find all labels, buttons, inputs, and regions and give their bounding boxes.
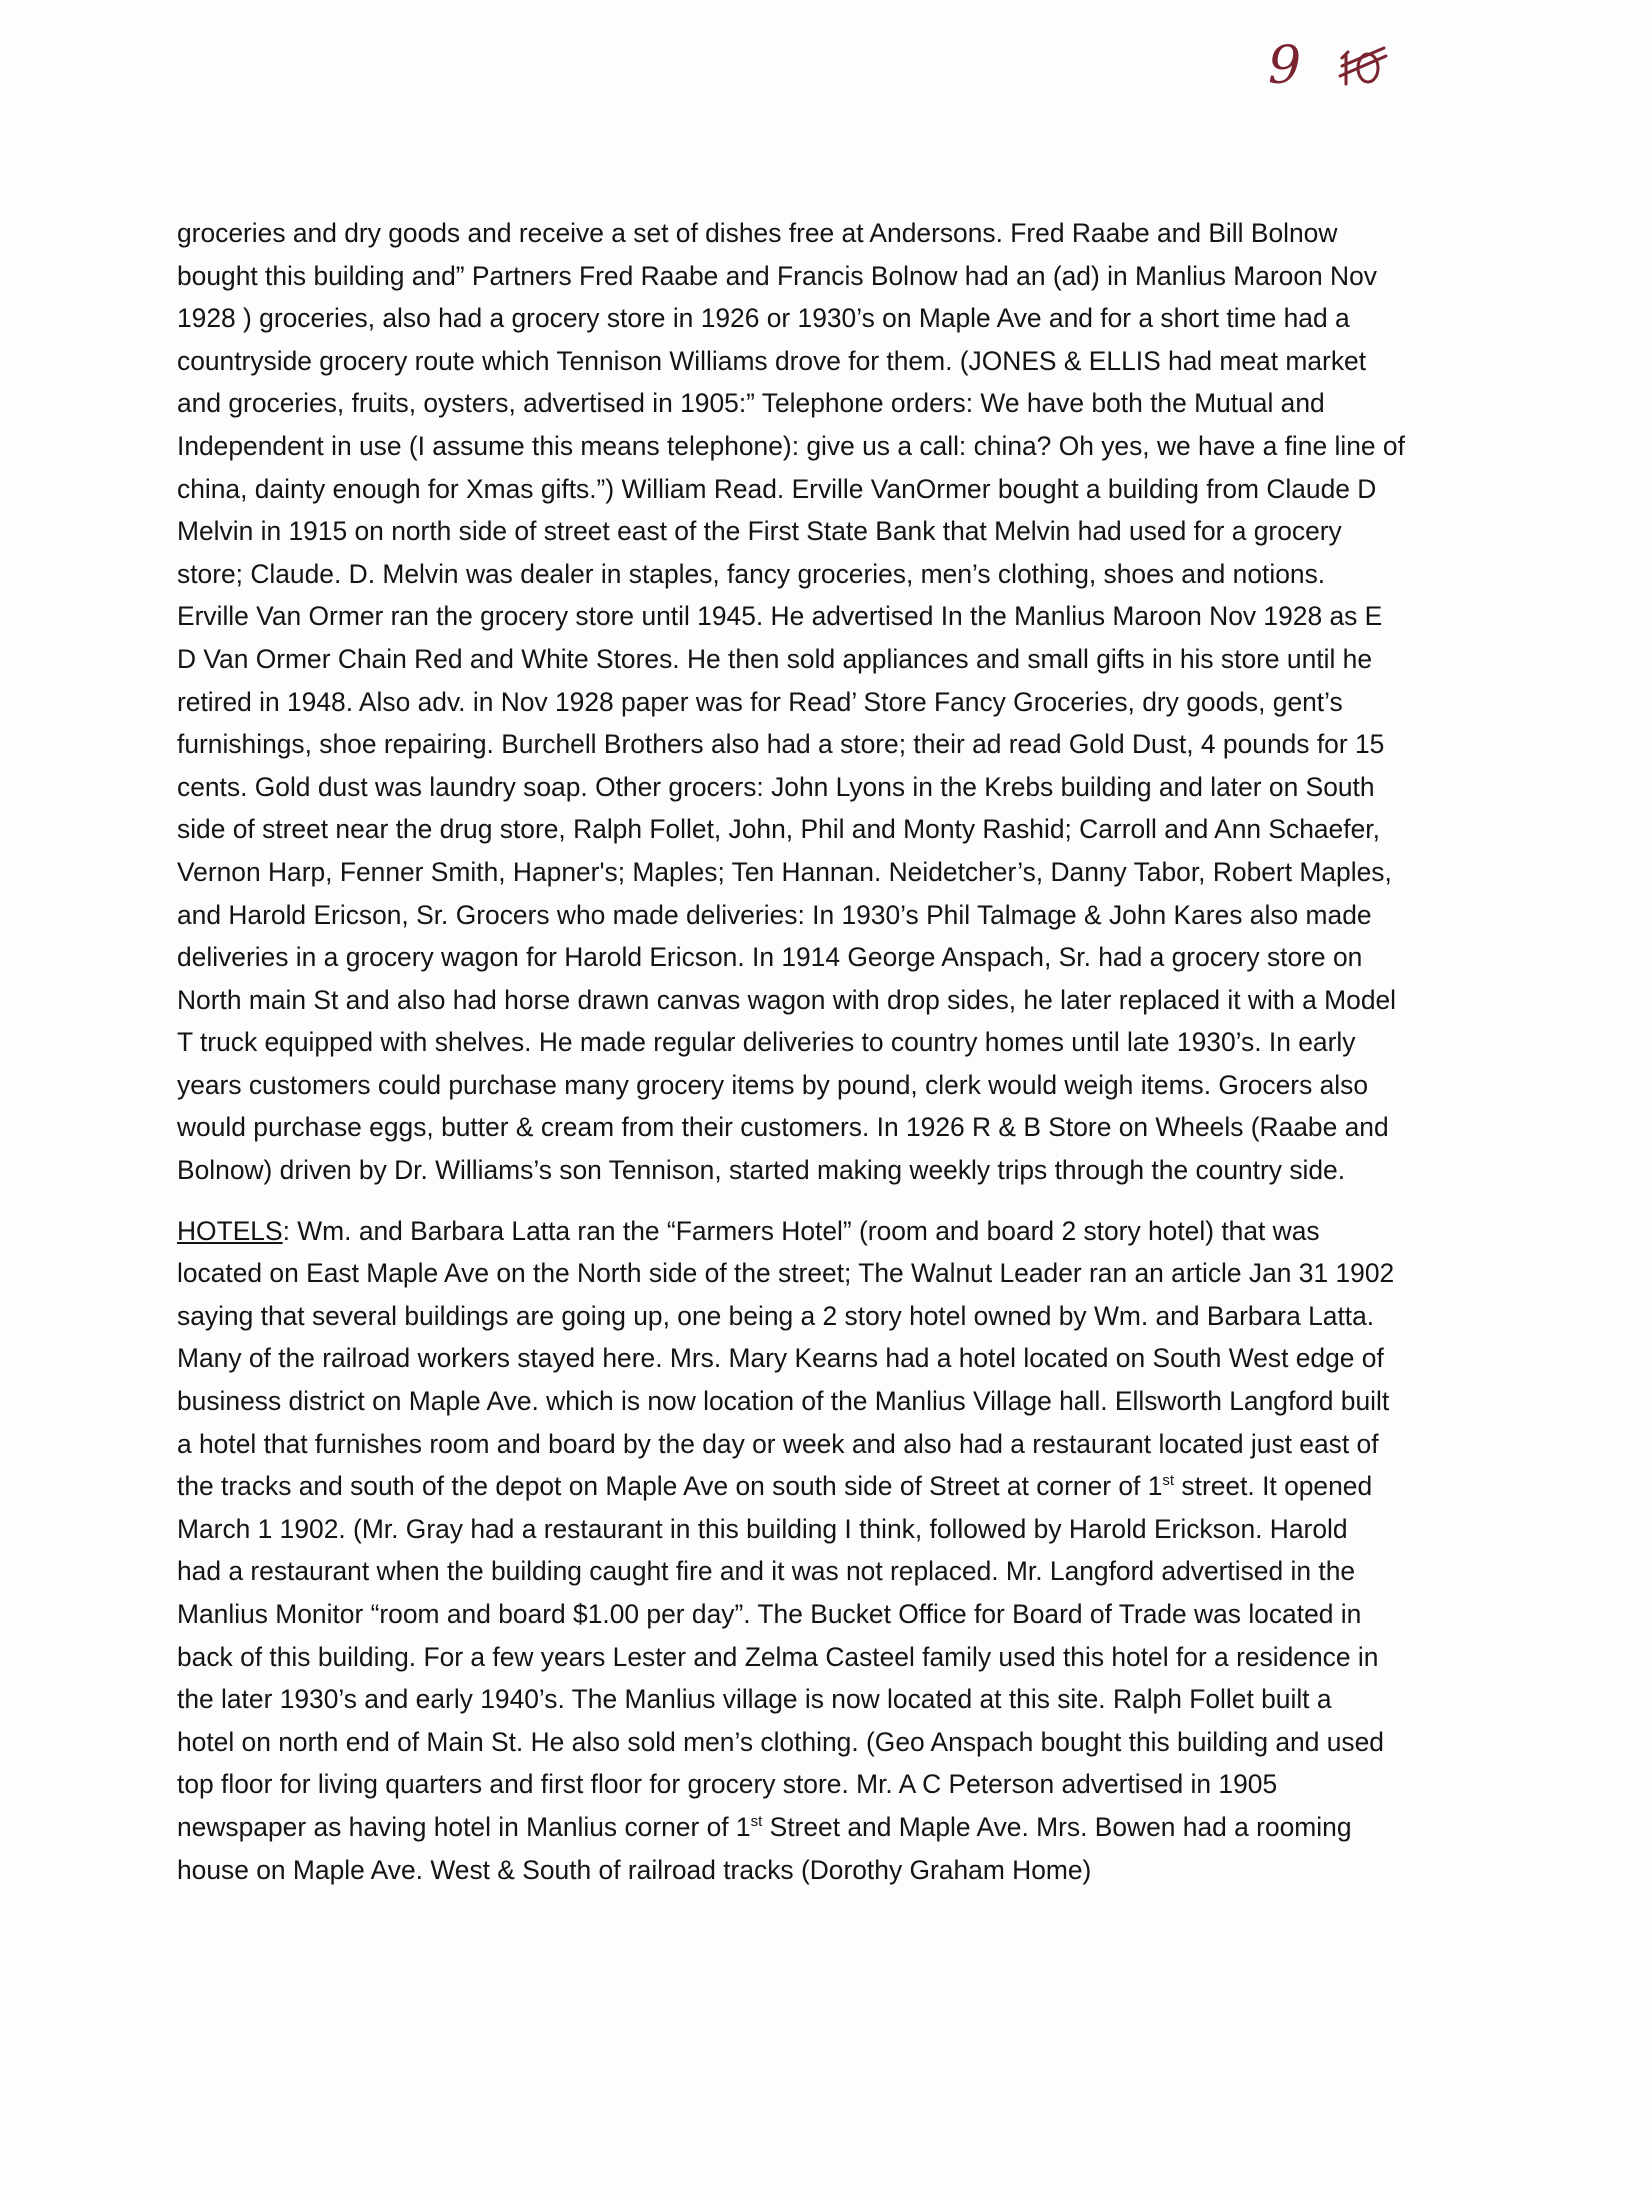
text-line: and groceries, fruits, oysters, advertised in 1905:” Telephone orders: We have both the Mutual and — [177, 388, 1325, 419]
text-line: side of street near the drug store, Ralph Follet, John, Phil and Monty Rashid; Carroll and Ann Schaefer, — [177, 814, 1380, 845]
paragraph-groceries — [177, 212, 1445, 1192]
text-line: T truck equipped with shelves. He made regular deliveries to country homes until late 1930’s. In early — [177, 1027, 1356, 1058]
text-line: countryside grocery route which Tennison Williams drove for them. (JONES & ELLIS had meat market — [177, 345, 1367, 376]
text-line: china, dainty enough for Xmas gifts.”) William Read. Erville VanOrmer bought a building from Claude D — [177, 473, 1377, 504]
text-line: had a restaurant when the building caught fire and it was not replaced. Mr. Langford advertised in the — [177, 1556, 1356, 1587]
page-number: 9 — [1268, 36, 1304, 96]
text-line: : Wm. and Barbara Latta ran the “Farmers Hotel” (room and board 2 story hotel) that was — [282, 1215, 1320, 1246]
text-line: groceries and dry goods and receive a set of dishes free at Andersons. Fred Raabe and Bill Bolnow — [177, 218, 1338, 248]
text-line: March 1 1902. (Mr. Gray had a restaurant in this building I think, followed by Harold Erickson. Harold — [177, 1513, 1348, 1544]
text-line: bought this building and” Partners Fred Raabe and Francis Bolnow had an (ad) in Manlius Maroon Nov — [177, 260, 1377, 291]
text-line: back of this building. For a few years Lester and Zelma Casteel family used this hotel for a residence in — [177, 1641, 1379, 1672]
text-line: would purchase eggs, butter & cream from their customers. In 1926 R & B Store on Wheels (Raabe and — [177, 1112, 1389, 1143]
text-line: Vernon Harp, Fenner Smith, Hapner's; Maples; Ten Hannan. Neidetcher’s, Danny Tabor, Robert Maples, — [177, 856, 1392, 887]
text-line: a hotel that furnishes room and board by the day or week and also had a restaurant located just east of — [177, 1428, 1379, 1459]
paragraph-hotels — [177, 1210, 1445, 1892]
text-line: located on East Maple Ave on the North side of the street; The Walnut Leader ran an article Jan 31 1902 — [177, 1258, 1395, 1289]
text-line: saying that several buildings are going up, one being a 2 story hotel owned by Wm. and Barbara Latta. — [177, 1300, 1375, 1331]
section-heading-hotels: HOTELS — [177, 1215, 283, 1246]
text-line: newspaper as having hotel in Manlius corner of 1 — [177, 1811, 751, 1842]
text-line: and Harold Ericson, Sr. Grocers who made deliveries: In 1930’s Phil Talmage & John Kares also made — [177, 899, 1372, 930]
text-line: store; Claude. D. Melvin was dealer in staples, fancy groceries, men’s clothing, shoes and notions. — [177, 558, 1326, 589]
text-line: Erville Van Ormer ran the grocery store until 1945. He advertised In the Manlius Maroon Nov 1928 as E — [177, 601, 1383, 632]
text-line: Melvin in 1915 on north side of street east of the First State Bank that Melvin had used for a grocery — [177, 516, 1342, 547]
text-line: cents. Gold dust was laundry soap. Other grocers: John Lyons in the Krebs building and later on South — [177, 771, 1375, 802]
text-line: the later 1930’s and early 1940’s. The Manlius village is now located at this site. Ralph Follet built a — [177, 1684, 1332, 1715]
crossed-out-page-number — [1338, 44, 1390, 88]
text-line: D Van Ormer Chain Red and White Stores. He then sold appliances and small gifts in his store until he — [177, 643, 1373, 674]
text-line: house on Maple Ave. West & South of railroad tracks (Dorothy Graham Home) — [177, 1854, 1092, 1885]
text-line: North main St and also had horse drawn canvas wagon with drop sides, he later replaced it with a Model — [177, 984, 1397, 1015]
text-line: Street and Maple Ave. Mrs. Bowen had a rooming — [762, 1811, 1352, 1842]
text-line: the tracks and south of the depot on Maple Ave on south side of Street at corner of 1 — [177, 1471, 1163, 1502]
text-line: retired in 1948. Also adv. in Nov 1928 paper was for Read’ Store Fancy Groceries, dry goods, gent’s — [177, 686, 1343, 717]
text-line: 1928 ) groceries, also had a grocery store in 1926 or 1930’s on Maple Ave and for a short time had a — [177, 303, 1350, 334]
text-line: Many of the railroad workers stayed here. Mrs. Mary Kearns had a hotel located on South West edge of — [177, 1343, 1384, 1374]
text-line: deliveries in a grocery wagon for Harold Ericson. In 1914 George Anspach, Sr. had a grocery store on — [177, 942, 1363, 973]
text-line: hotel on north end of Main St. He also sold men’s clothing. (Geo Anspach bought this building and used — [177, 1726, 1384, 1757]
body-text — [177, 212, 1445, 1891]
text-line: furnishings, shoe repairing. Burchell Brothers also had a store; their ad read Gold Dust, 4 pounds for 15 — [177, 729, 1385, 760]
text-line: business district on Maple Ave. which is now location of the Manlius Village hall. Ellsworth Langford built — [177, 1386, 1390, 1417]
text-line: years customers could purchase many grocery items by pound, clerk would weigh items. Grocers also — [177, 1069, 1369, 1100]
text-line: Independent in use (I assume this means telephone): give us a call: china? Oh yes, we have a fine line of — [177, 430, 1405, 461]
superscript: st — [750, 1813, 763, 1831]
text-line: street. It opened — [1174, 1471, 1373, 1502]
text-line: Manlius Monitor “room and board $1.00 per day”. The Bucket Office for Board of Trade was located in — [177, 1599, 1362, 1629]
text-line: top floor for living quarters and first floor for grocery store. Mr. A C Peterson advertised in 1905 — [177, 1769, 1278, 1800]
superscript: st — [1162, 1472, 1175, 1490]
text-line: Bolnow) driven by Dr. Williams’s son Tennison, started making weekly trips through the country side. — [177, 1155, 1346, 1186]
